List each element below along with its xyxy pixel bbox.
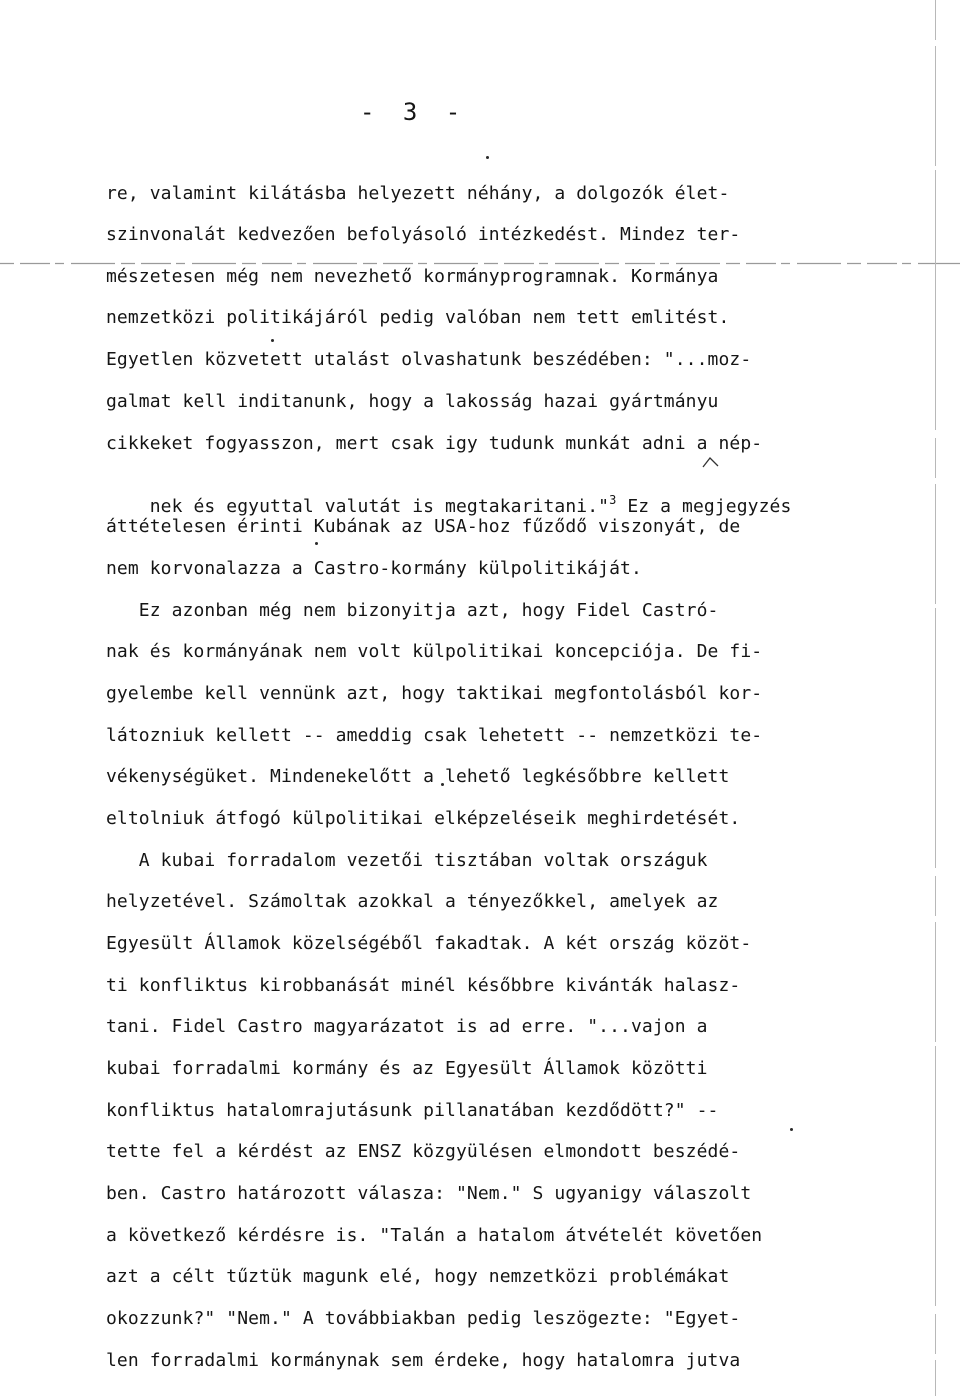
text-line: re, valamint kilátásba helyezett néhány, a dolgozók élet- bbox=[106, 183, 730, 204]
text-line: áttételesen érinti Kubának az USA-hoz fűződő viszonyát, de bbox=[106, 516, 741, 537]
text-line: eltolniuk átfogó külpolitikai elképzeléseik meghirdetését. bbox=[106, 808, 741, 829]
text-line: nemzetközi politikájáról pedig valóban nem tett emlitést. bbox=[106, 307, 730, 328]
text-line: vékenységüket. Mindenekelőtt a lehető legkésőbbre kellett bbox=[106, 766, 730, 787]
text-line: a következő kérdésre is. "Talán a hatalom átvételét követően bbox=[106, 1225, 763, 1246]
text-line: konfliktus hatalomrajutásunk pillanatában kezdődött?" -- bbox=[106, 1100, 719, 1121]
text-line: okozzunk?" "Nem." A továbbiakban pedig leszögezte: "Egyet- bbox=[106, 1308, 741, 1329]
text-line: ben. Castro határozott válasza: "Nem." S ugyanigy válaszolt bbox=[106, 1183, 752, 1204]
text-line: Ez azonban még nem bizonyitja azt, hogy Fidel Castró- bbox=[106, 600, 719, 621]
text-line: nem korvonalazza a Castro-kormány külpolitikáját. bbox=[106, 558, 642, 579]
text-line: nak és kormányának nem volt külpolitikai koncepciója. De fi- bbox=[106, 641, 763, 662]
text-line: Egyetlen közvetett utalást olvashatunk beszédében: "...moz- bbox=[106, 349, 752, 370]
text-segment: nek és egyuttal valutát is megtakaritani." bbox=[149, 496, 610, 517]
footnote-reference: 3 bbox=[609, 493, 617, 507]
text-line: mészetesen még nem nevezhető kormányprogramnak. Kormánya bbox=[106, 266, 719, 287]
text-line: kubai forradalmi kormány és az Egyesült Államok közötti bbox=[106, 1058, 708, 1079]
text-line: galmat kell inditanunk, hogy a lakosság hazai gyártmányu bbox=[106, 391, 719, 412]
text-line: cikkeket fogyasszon, mert csak igy tudunk munkát adni a nép- bbox=[106, 433, 763, 454]
text-line: A kubai forradalom vezetői tisztában voltak országuk bbox=[106, 850, 708, 871]
text-line: szinvonalát kedvezően befolyásoló intézkedést. Mindez ter- bbox=[106, 224, 741, 245]
text-line: len forradalmi kormánynak sem érdeke, hogy hatalomra jutva bbox=[106, 1350, 741, 1371]
stray-ink-dot bbox=[790, 1128, 793, 1131]
stray-ink-dot bbox=[315, 542, 318, 545]
handwritten-caret-mark bbox=[702, 455, 720, 469]
text-line: helyzetével. Számoltak azokkal a tényezőkkel, amelyek az bbox=[106, 891, 719, 912]
text-line: látozniuk kellett -- ameddig csak lehetett -- nemzetközi te- bbox=[106, 725, 763, 746]
page-number: - 3 - bbox=[360, 98, 468, 126]
text-line: gyelembe kell vennünk azt, hogy taktikai megfontolásból kor- bbox=[106, 683, 763, 704]
text-line: azt a célt tűztük magunk elé, hogy nemzetközi problémákat bbox=[106, 1266, 730, 1287]
text-line: ti konfliktus kirobbanását minél későbbre kivánták halasz- bbox=[106, 975, 741, 996]
text-line: tani. Fidel Castro magyarázatot is ad erre. "...vajon a bbox=[106, 1016, 708, 1037]
stray-ink-dot bbox=[271, 339, 274, 342]
page-edge-line bbox=[934, 0, 937, 1396]
stray-ink-dot bbox=[486, 156, 489, 159]
fold-crease-line bbox=[0, 262, 960, 265]
text-line: tette fel a kérdést az ENSZ közgyülésen elmondott beszédé- bbox=[106, 1141, 741, 1162]
text-line: Egyesült Államok közelségéből fakadtak. A két ország közöt- bbox=[106, 933, 752, 954]
text-segment: Ez a megjegyzés bbox=[616, 496, 792, 517]
